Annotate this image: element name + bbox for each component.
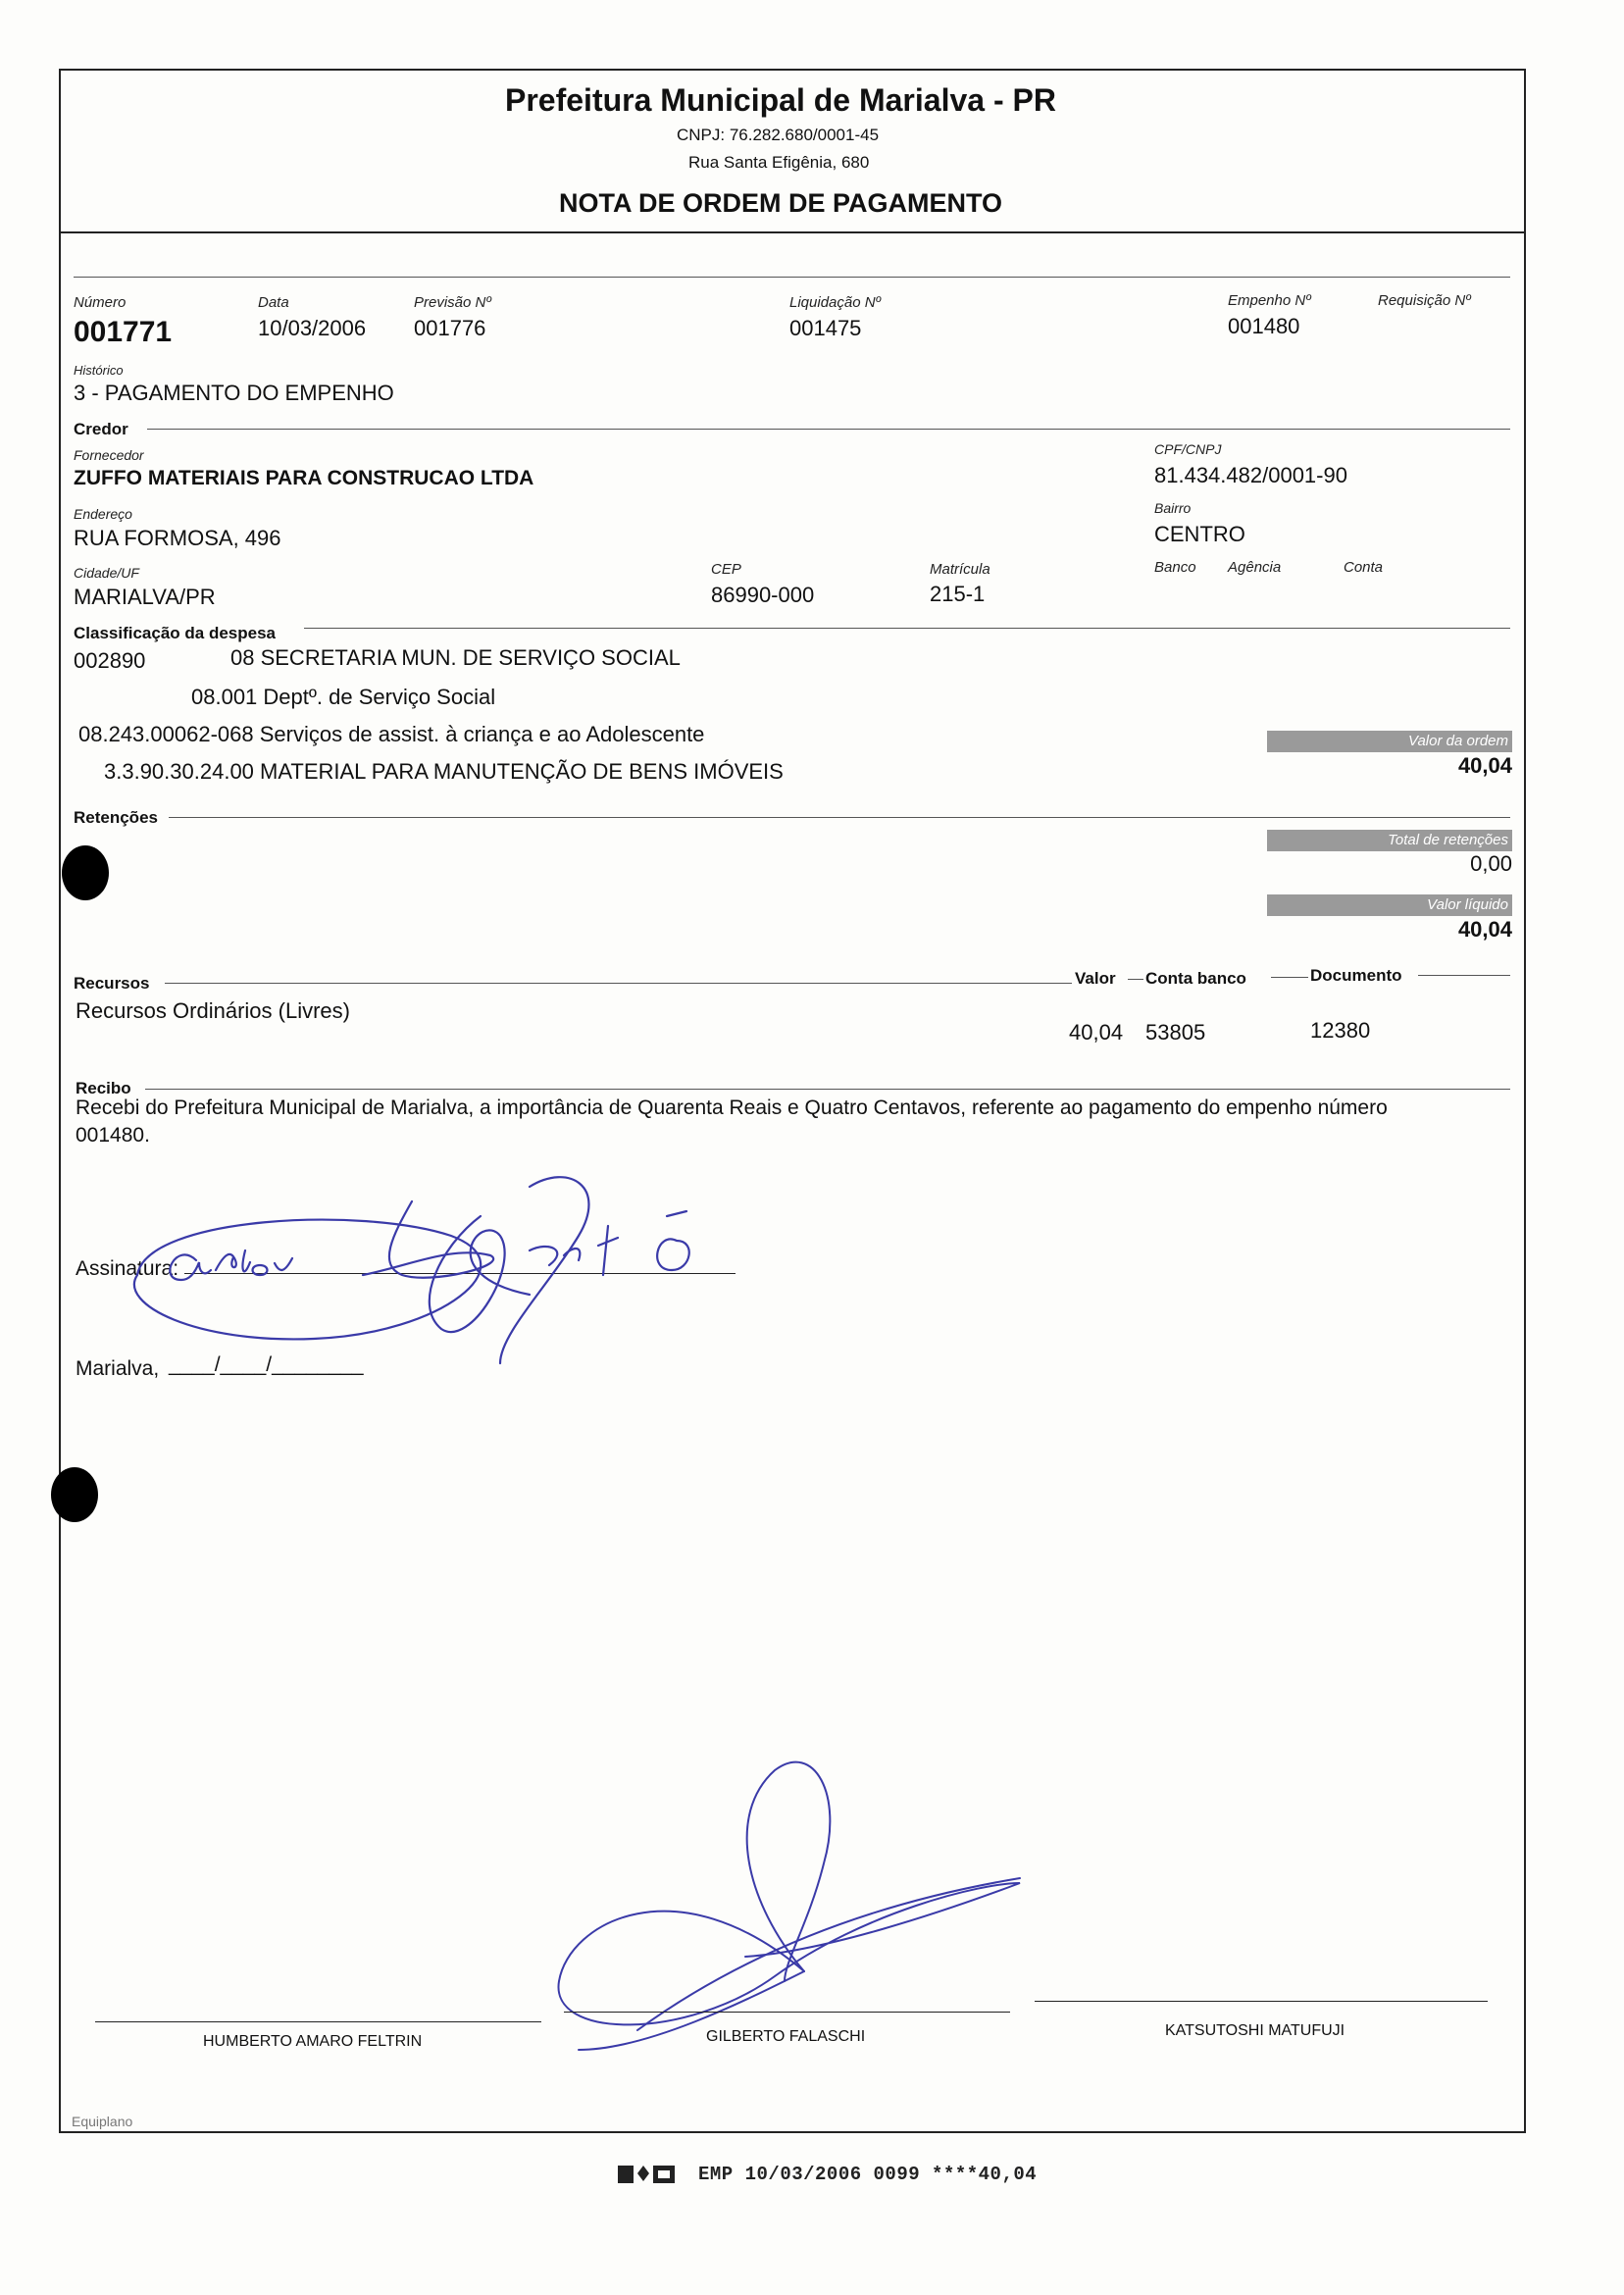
previsao-value: 001776 bbox=[414, 316, 486, 340]
cidade-label: Cidade/UF bbox=[74, 565, 139, 581]
data-value: 10/03/2006 bbox=[258, 316, 367, 340]
handwritten-signature-bottom bbox=[549, 1756, 1040, 2069]
recibo-text: Recebi do Prefeitura Municipal de Marialva, a importância de Quarenta Reais e Quatro Centavos, referente ao pagamento do empenho número bbox=[76, 1096, 1388, 1119]
punch-hole bbox=[51, 1467, 98, 1522]
footer-brand: Equiplano bbox=[72, 2114, 133, 2129]
assinatura-label: Assinatura: bbox=[76, 1257, 179, 1280]
retencoes-section: Retenções bbox=[74, 808, 158, 827]
classificacao-line2: 08.001 Deptº. de Serviço Social bbox=[191, 685, 496, 709]
cnpj-text: CNPJ: 76.282.680/0001-45 bbox=[677, 126, 880, 144]
divider bbox=[304, 628, 1510, 629]
requisicao-label: Requisição Nº bbox=[1378, 292, 1471, 309]
recursos-section: Recursos bbox=[74, 974, 150, 993]
divider bbox=[1418, 975, 1510, 976]
classificacao-section: Classificação da despesa bbox=[74, 624, 277, 642]
recursos-valor-label: Valor bbox=[1075, 969, 1116, 988]
recibo-section: Recibo bbox=[76, 1079, 131, 1097]
handwritten-signature-recibo bbox=[118, 1157, 745, 1383]
signatory-2: GILBERTO FALASCHI bbox=[706, 2028, 866, 2045]
punch-hole bbox=[62, 845, 109, 900]
valor-ordem-label: Valor da ordem bbox=[1267, 731, 1512, 752]
total-retencoes-label: Total de retenções bbox=[1267, 830, 1512, 851]
cidade-value: MARIALVA/PR bbox=[74, 585, 216, 609]
empenho-label: Empenho Nº bbox=[1228, 292, 1311, 309]
valor-ordem-value: 40,04 bbox=[1457, 753, 1512, 778]
fornecedor-value: ZUFFO MATERIAIS PARA CONSTRUCAO LTDA bbox=[74, 467, 534, 489]
divider bbox=[165, 983, 1072, 984]
divider bbox=[147, 429, 1510, 430]
valor-liquido-value: 40,04 bbox=[1457, 917, 1512, 942]
recursos-conta-label: Conta banco bbox=[1145, 969, 1246, 988]
endereco-label: Endereço bbox=[74, 506, 132, 522]
classificacao-line1: 08 SECRETARIA MUN. DE SERVIÇO SOCIAL bbox=[230, 645, 681, 670]
stamp-logo-icon bbox=[618, 2164, 675, 2185]
recursos-documento: 12380 bbox=[1310, 1018, 1371, 1043]
page-title: Prefeitura Municipal de Marialva - PR bbox=[505, 82, 1056, 118]
cpf-label: CPF/CNPJ bbox=[1154, 441, 1222, 457]
divider bbox=[74, 277, 1510, 278]
footer-stamp: EMP 10/03/2006 0099 ****40,04 bbox=[698, 2164, 1038, 2185]
recursos-conta: 53805 bbox=[1145, 1020, 1206, 1045]
total-retencoes-value: 0,00 bbox=[1470, 851, 1512, 876]
classificacao-line3: 08.243.00062-068 Serviços de assist. à criança e ao Adolescente bbox=[78, 722, 705, 746]
conta-label: Conta bbox=[1344, 559, 1384, 576]
recursos-valor: 40,04 bbox=[1069, 1020, 1124, 1045]
classificacao-code: 002890 bbox=[74, 648, 146, 673]
historico-label: Histórico bbox=[74, 363, 124, 378]
signature-line bbox=[564, 2012, 1010, 2013]
credor-section: Credor bbox=[74, 420, 128, 438]
valor-liquido-label: Valor líquido bbox=[1267, 894, 1512, 916]
header-separator bbox=[59, 231, 1526, 233]
signature-line bbox=[1035, 2001, 1488, 2002]
cpf-value: 81.434.482/0001-90 bbox=[1154, 463, 1347, 487]
previsao-label: Previsão Nº bbox=[414, 294, 491, 311]
divider bbox=[169, 817, 1510, 818]
signatory-3: KATSUTOSHI MATUFUJI bbox=[1165, 2022, 1345, 2039]
signature-line bbox=[95, 2021, 541, 2022]
matricula-label: Matrícula bbox=[930, 561, 990, 578]
divider bbox=[1128, 979, 1143, 980]
data-label: Data bbox=[258, 294, 289, 311]
fornecedor-label: Fornecedor bbox=[74, 447, 144, 463]
local-label: Marialva, bbox=[76, 1357, 160, 1380]
liquidacao-label: Liquidação Nº bbox=[789, 294, 882, 311]
document-title: NOTA DE ORDEM DE PAGAMENTO bbox=[559, 188, 1003, 218]
recursos-documento-label: Documento bbox=[1310, 966, 1402, 985]
matricula-value: 215-1 bbox=[930, 582, 986, 606]
date-blank: ____/____/________ bbox=[169, 1353, 364, 1376]
recursos-descricao: Recursos Ordinários (Livres) bbox=[76, 998, 350, 1023]
liquidacao-value: 001475 bbox=[789, 316, 862, 340]
agencia-label: Agência bbox=[1228, 559, 1282, 576]
numero-value: 001771 bbox=[74, 316, 173, 348]
classificacao-line4: 3.3.90.30.24.00 MATERIAL PARA MANUTENÇÃO DE BENS IMÓVEIS bbox=[104, 759, 784, 784]
cep-label: CEP bbox=[711, 561, 741, 578]
divider bbox=[1271, 977, 1308, 978]
recibo-text-empenho: 001480. bbox=[76, 1124, 150, 1147]
cep-value: 86990-000 bbox=[711, 583, 815, 607]
divider bbox=[145, 1089, 1510, 1090]
banco-label: Banco bbox=[1154, 559, 1196, 576]
bairro-value: CENTRO bbox=[1154, 522, 1245, 546]
endereco-value: RUA FORMOSA, 496 bbox=[74, 526, 281, 550]
bairro-label: Bairro bbox=[1154, 500, 1192, 516]
numero-label: Número bbox=[74, 294, 127, 311]
address-text: Rua Santa Efigênia, 680 bbox=[688, 153, 870, 172]
signatory-1: HUMBERTO AMARO FELTRIN bbox=[203, 2033, 423, 2050]
historico-value: 3 - PAGAMENTO DO EMPENHO bbox=[74, 381, 394, 405]
empenho-value: 001480 bbox=[1228, 314, 1300, 338]
